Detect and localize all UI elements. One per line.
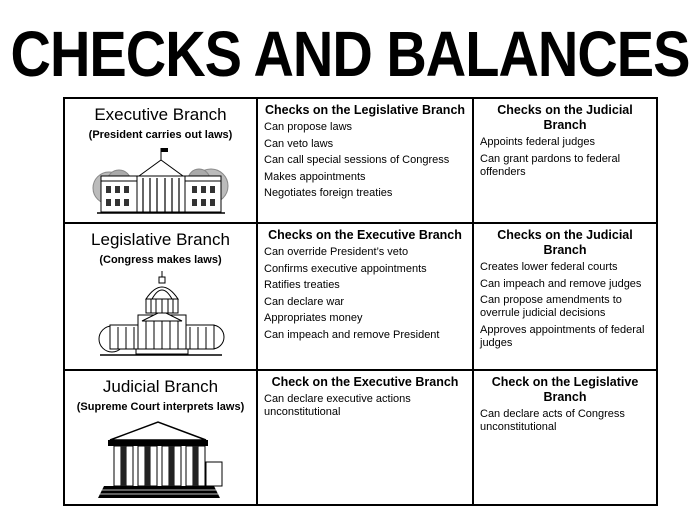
check-list [480,261,650,350]
branch-cell-executive [64,98,257,223]
check-cell [473,98,657,223]
table-row [64,223,657,370]
branch-role: (Congress makes laws) [99,254,222,266]
page-title: CHECKS AND BALANCES [10,17,690,90]
check-list [264,393,466,419]
check-list [480,136,650,179]
list-item: Can impeach and remove President [264,328,440,341]
branch-role: (Supreme Court interprets laws) [76,401,245,413]
list-item: Appoints federal judges [480,136,595,148]
check-list [264,121,466,200]
check-heading: Checks on the Executive Branch [268,228,462,242]
table-row [64,98,657,223]
branch-cell-legislative [64,223,257,370]
check-list [264,246,466,342]
check-heading: Check on the Legislative Branch [491,375,639,404]
list-item: Negotiates foreign treaties [264,187,393,199]
capitol-building-icon [96,271,226,359]
branch-cell-judicial [64,370,257,505]
list-item: Approves appointments of federal judges [480,323,645,349]
check-cell [473,370,657,505]
check-heading: Check on the Executive Branch [271,375,459,389]
branch-name: Judicial Branch [102,377,219,396]
list-item: Can declare acts of Congress unconstitutional [480,408,625,433]
checks-table [63,97,658,506]
list-item: Can declare war [264,295,345,308]
list-item: Can override President’s veto [264,246,409,258]
table-row [64,370,657,505]
list-item: Makes appointments [264,170,366,183]
list-item: Appropriates money [264,312,363,324]
branch-role: (President carries out laws) [88,129,233,141]
check-cell [257,98,473,223]
list-item: Can impeach and remove judges [480,277,642,290]
list-item: Creates lower federal courts [480,261,618,273]
check-heading: Checks on the Judicial Branch [497,103,633,132]
supreme-court-icon [96,418,226,500]
check-cell [257,370,473,505]
branch-name: Executive Branch [94,105,227,124]
list-item: Ratifies treaties [264,279,340,291]
list-item: Confirms executive appointments [264,262,427,275]
list-item: Can propose amendments to overrule judicial decisions [480,294,622,319]
list-item: Can call special sessions of Congress [264,154,450,166]
list-item: Can grant pardons to federal offenders [480,152,621,178]
check-list [480,408,650,434]
check-cell [257,223,473,370]
branch-name: Legislative Branch [91,230,230,249]
white-house-icon [91,146,231,216]
list-item: Can declare executive actions unconstitutional [264,393,411,418]
list-item: Can veto laws [264,137,334,150]
list-item: Can propose laws [264,121,353,133]
check-cell [473,223,657,370]
check-heading: Checks on the Legislative Branch [264,103,466,117]
check-heading: Checks on the Judicial Branch [497,228,633,257]
